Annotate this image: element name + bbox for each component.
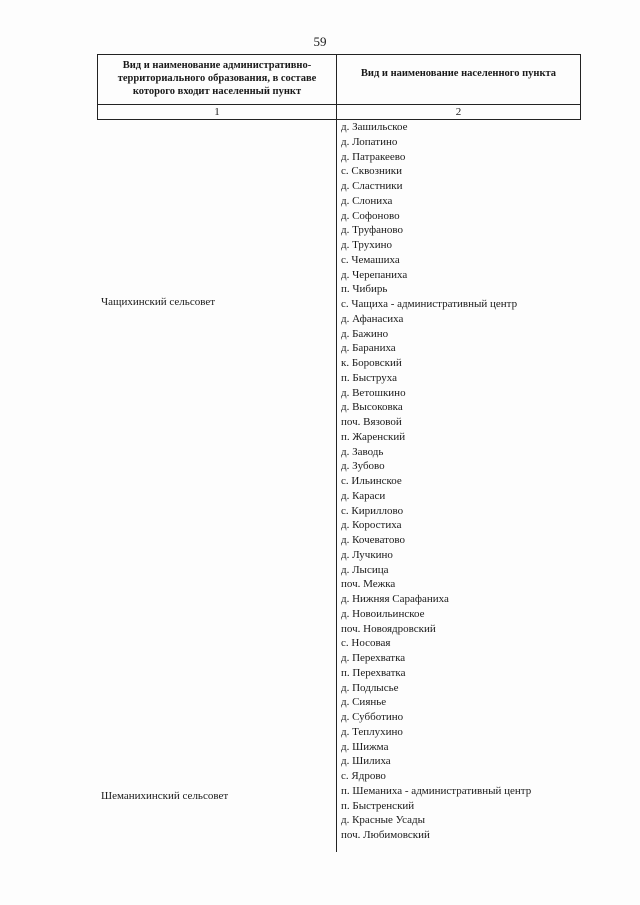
settlement-item: д. Заводь — [341, 445, 384, 458]
settlement-item: д. Трухино — [341, 239, 393, 251]
settlement-item: с. Ядрово — [341, 770, 386, 782]
settlement-item: п. Жаренский — [341, 430, 406, 443]
settlement-item: д. Подлысье — [341, 681, 399, 694]
settlements-table — [97, 54, 581, 852]
settlement-list — [337, 120, 581, 843]
settlement-item: д. Караси — [341, 489, 386, 502]
header-col2: Вид и наименование населенного пункта — [337, 55, 581, 104]
settlement-item: с. Носовая — [341, 637, 391, 650]
settlement-item: поч. Любимовский — [341, 829, 430, 841]
settlement-item: д. Зашильское — [341, 121, 408, 133]
settlement-item: поч. Новоядровский — [341, 622, 436, 635]
settlement-item: д. Бажино — [341, 327, 389, 340]
settlement-item: д. Лысица — [341, 563, 389, 576]
settlement-item: д. Софоново — [341, 209, 400, 222]
header-col1: Вид и наименование административно-территориального образования, в составе которого входит населенный пункт — [97, 55, 337, 104]
table-header — [97, 54, 581, 105]
settlement-item: д. Лучкино — [341, 548, 393, 561]
settlement-item: п. Быстренский — [341, 799, 415, 812]
settlement-item: д. Зубово — [341, 460, 385, 473]
column-number-2: 2 — [337, 105, 581, 119]
settlement-item: д. Красные Усады — [341, 814, 425, 827]
settlement-item: с. Чащиха - административный центр — [341, 298, 518, 310]
settlement-item: д. Субботино — [341, 711, 404, 723]
settlement-item: д. Коростиха — [341, 519, 402, 532]
settlement-item: д. Труфаново — [341, 224, 403, 237]
settlement-item: д. Шилиха — [341, 755, 391, 768]
settlement-item: д. Теплухино — [341, 725, 403, 738]
column-numbers-row — [97, 105, 581, 120]
settlement-item: д. Слониха — [341, 194, 393, 207]
settlement-item: поч. Межка — [341, 578, 396, 591]
settlement-item: д. Шижма — [341, 740, 389, 753]
settlement-item: д. Новоильинское — [341, 607, 425, 620]
settlement-item: п. Быструха — [341, 371, 398, 384]
settlement-item: п. Шеманиха - административный центр — [341, 784, 532, 797]
settlement-item: д. Бараниха — [341, 342, 396, 355]
district-chatsikhinsky: Чащихинский сельсовет — [101, 296, 216, 308]
column-number-1: 1 — [97, 105, 337, 119]
settlement-item: п. Чибирь — [341, 283, 388, 296]
settlement-item: с. Кириллово — [341, 504, 404, 517]
settlement-item: д. Сластники — [341, 180, 403, 192]
settlement-item: с. Чемашиха — [341, 253, 400, 266]
settlement-item: с. Сквозники — [341, 165, 403, 178]
settlement-item: д. Черепаниха — [341, 268, 408, 281]
settlement-item: д. Перехватка — [341, 652, 406, 664]
settlement-item: д. Высоковка — [341, 401, 403, 414]
settlement-item: д. Патракеево — [341, 150, 406, 163]
settlement-item: с. Ильинское — [341, 475, 402, 487]
page-number: 59 — [313, 34, 327, 49]
settlement-item: д. Афанасиха — [341, 312, 404, 325]
district-column — [97, 120, 337, 852]
district-shemanikhinsky: Шеманихинский сельсовет — [101, 790, 229, 802]
table-body — [97, 120, 581, 852]
settlement-item: д. Ветошкино — [341, 386, 406, 399]
settlement-column — [337, 120, 581, 852]
settlement-item: п. Перехватка — [341, 666, 406, 679]
settlement-item: д. Кочеватово — [341, 534, 405, 546]
settlement-item: д. Сиянье — [341, 696, 387, 709]
settlement-item: д. Нижняя Сарафаниха — [341, 593, 449, 605]
settlement-item: д. Лопатино — [341, 135, 398, 148]
settlement-item: поч. Вязовой — [341, 416, 402, 428]
settlement-item: к. Боровский — [341, 357, 402, 369]
